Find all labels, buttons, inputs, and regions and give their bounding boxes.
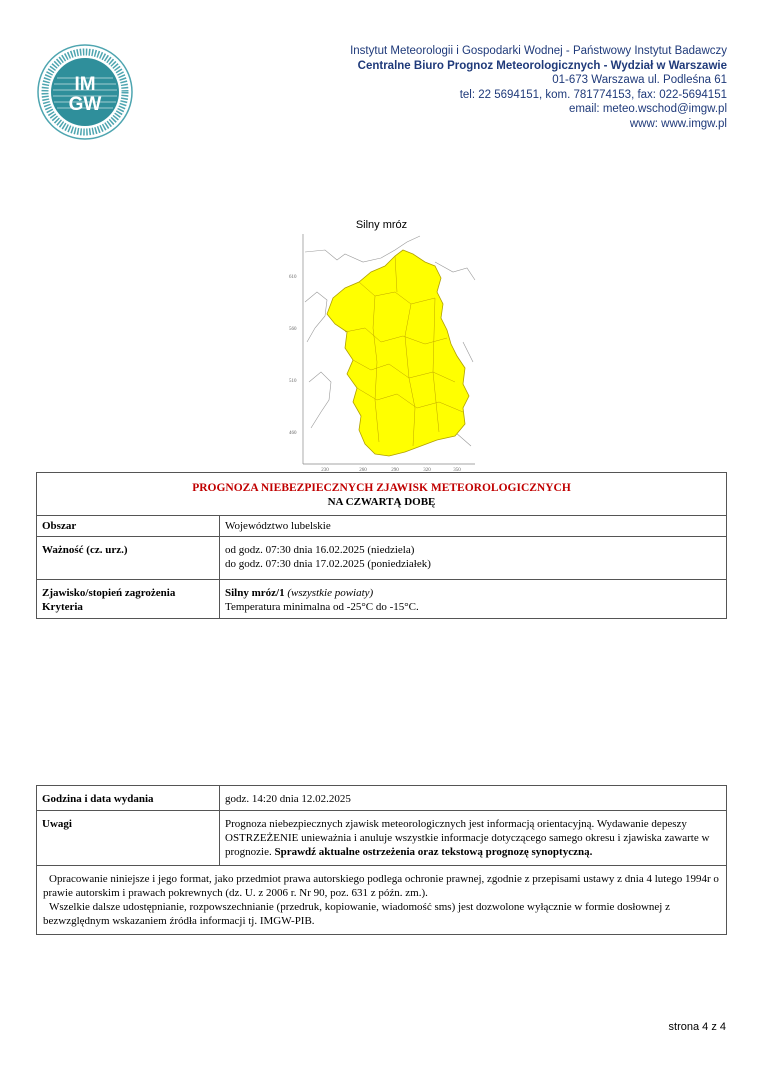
logo-text-bottom: GW [68, 94, 102, 115]
y-tick: 560 [289, 327, 297, 332]
warning-table [36, 472, 727, 619]
validity-to: do godz. 07:30 dnia 17.02.2025 (poniedziałek) [225, 558, 431, 570]
criteria-value: Temperatura minimalna od -25°C do -15°C. [225, 601, 419, 613]
remarks-label: Uwagi [37, 811, 220, 866]
validity-from: od godz. 07:30 dnia 16.02.2025 (niedziela) [225, 544, 415, 556]
phenomenon-label-cell [37, 580, 220, 619]
x-tick: 320 [423, 468, 431, 472]
remarks-cell [220, 811, 727, 866]
y-tick: 460 [289, 431, 297, 436]
warning-subtitle: NA CZWARTĄ DOBĘ [327, 496, 436, 508]
issued-label: Godzina i data wydania [37, 786, 220, 811]
warning-title-row [37, 473, 727, 516]
map-y-ticks [289, 275, 297, 436]
imgw-logo [37, 44, 133, 140]
page-number: strona 4 z 4 [668, 1021, 726, 1033]
warning-map [285, 232, 480, 472]
x-tick: 290 [391, 468, 399, 472]
phenomenon-label: Zjawisko/stopień zagrożenia [42, 587, 176, 599]
remarks-text: Prognoza niebezpiecznych zjawisk meteorologicznych jest informacją orientacyjną. Wydawanie depeszy OSTRZEŻENIE unieważnia i anuluje wszystkie informacje dotyczącego samego okresu i zjawiska zawarte w prognozie. [225, 818, 710, 858]
table-row [37, 537, 727, 580]
office-name: Centralne Biuro Prognoz Meteorologicznych - Wydział w Warszawie [357, 59, 727, 72]
phenomenon-scope: (wszystkie powiaty) [287, 587, 374, 599]
website-line: www: www.imgw.pl [629, 117, 727, 130]
institute-name: Instytut Meteorologii i Gospodarki Wodnej - Państwowy Instytut Badawczy [350, 45, 727, 57]
warning-title: PROGNOZA NIEBEZPIECZNYCH ZJAWISK METEOROLOGICZNYCH [192, 482, 571, 494]
area-label: Obszar [37, 516, 220, 537]
lubelskie-region [327, 250, 469, 456]
email-line: email: meteo.wschod@imgw.pl [568, 103, 727, 115]
logo-text-top: IM [74, 74, 96, 95]
criteria-label: Kryteria [42, 601, 83, 613]
phone-line: tel: 22 5694151, kom. 781774153, fax: 022-5694151 [459, 88, 727, 101]
address: 01-673 Warszawa ul. Podleśna 61 [552, 74, 727, 86]
x-tick: 350 [453, 468, 461, 472]
table-row [37, 580, 727, 619]
institute-header [250, 44, 727, 131]
map-title: Silny mróz [355, 219, 408, 231]
table-row [37, 786, 727, 811]
remarks-bold: Sprawdź aktualne ostrzeżenia oraz tekstową prognozę synoptyczną. [274, 846, 593, 858]
warning-title-cell [37, 473, 727, 516]
issued-value: godz. 14:20 dnia 12.02.2025 [220, 786, 727, 811]
copyright-2: Wszelkie dalsze udostępnianie, rozpowszechnianie (przedruk, kopiowanie, wiadomość sms) jest dozwolone wyłącznie w formie dosłownej z bezwzględnym wskazaniem źródła informacji tj. IMGW-PIB. [43, 901, 670, 927]
copyright-cell [37, 866, 727, 935]
table-row [37, 516, 727, 537]
y-tick: 610 [289, 275, 297, 280]
x-tick: 260 [359, 468, 367, 472]
table-row [37, 866, 727, 935]
table-row [37, 811, 727, 866]
copyright-1: Opracowanie niniejsze i jego format, jako przedmiot prawa autorskiego podlega ochronie prawnej, zgodnie z przepisami ustawy z dnia 4 lutego 1994r o prawie autorskim i prawach pokrewnych (dz. U. z 2006 r. Nr 90, poz. 631 z późn. zm.). [43, 873, 719, 899]
validity-cell [220, 537, 727, 580]
phenomenon-value: Silny mróz/1 [225, 587, 285, 599]
phenomenon-value-cell [220, 580, 727, 619]
area-value: Województwo lubelskie [220, 516, 727, 537]
validity-label: Ważność (cz. urz.) [37, 537, 220, 580]
y-tick: 510 [289, 379, 297, 384]
x-tick: 230 [321, 468, 329, 472]
issue-table [36, 785, 727, 935]
